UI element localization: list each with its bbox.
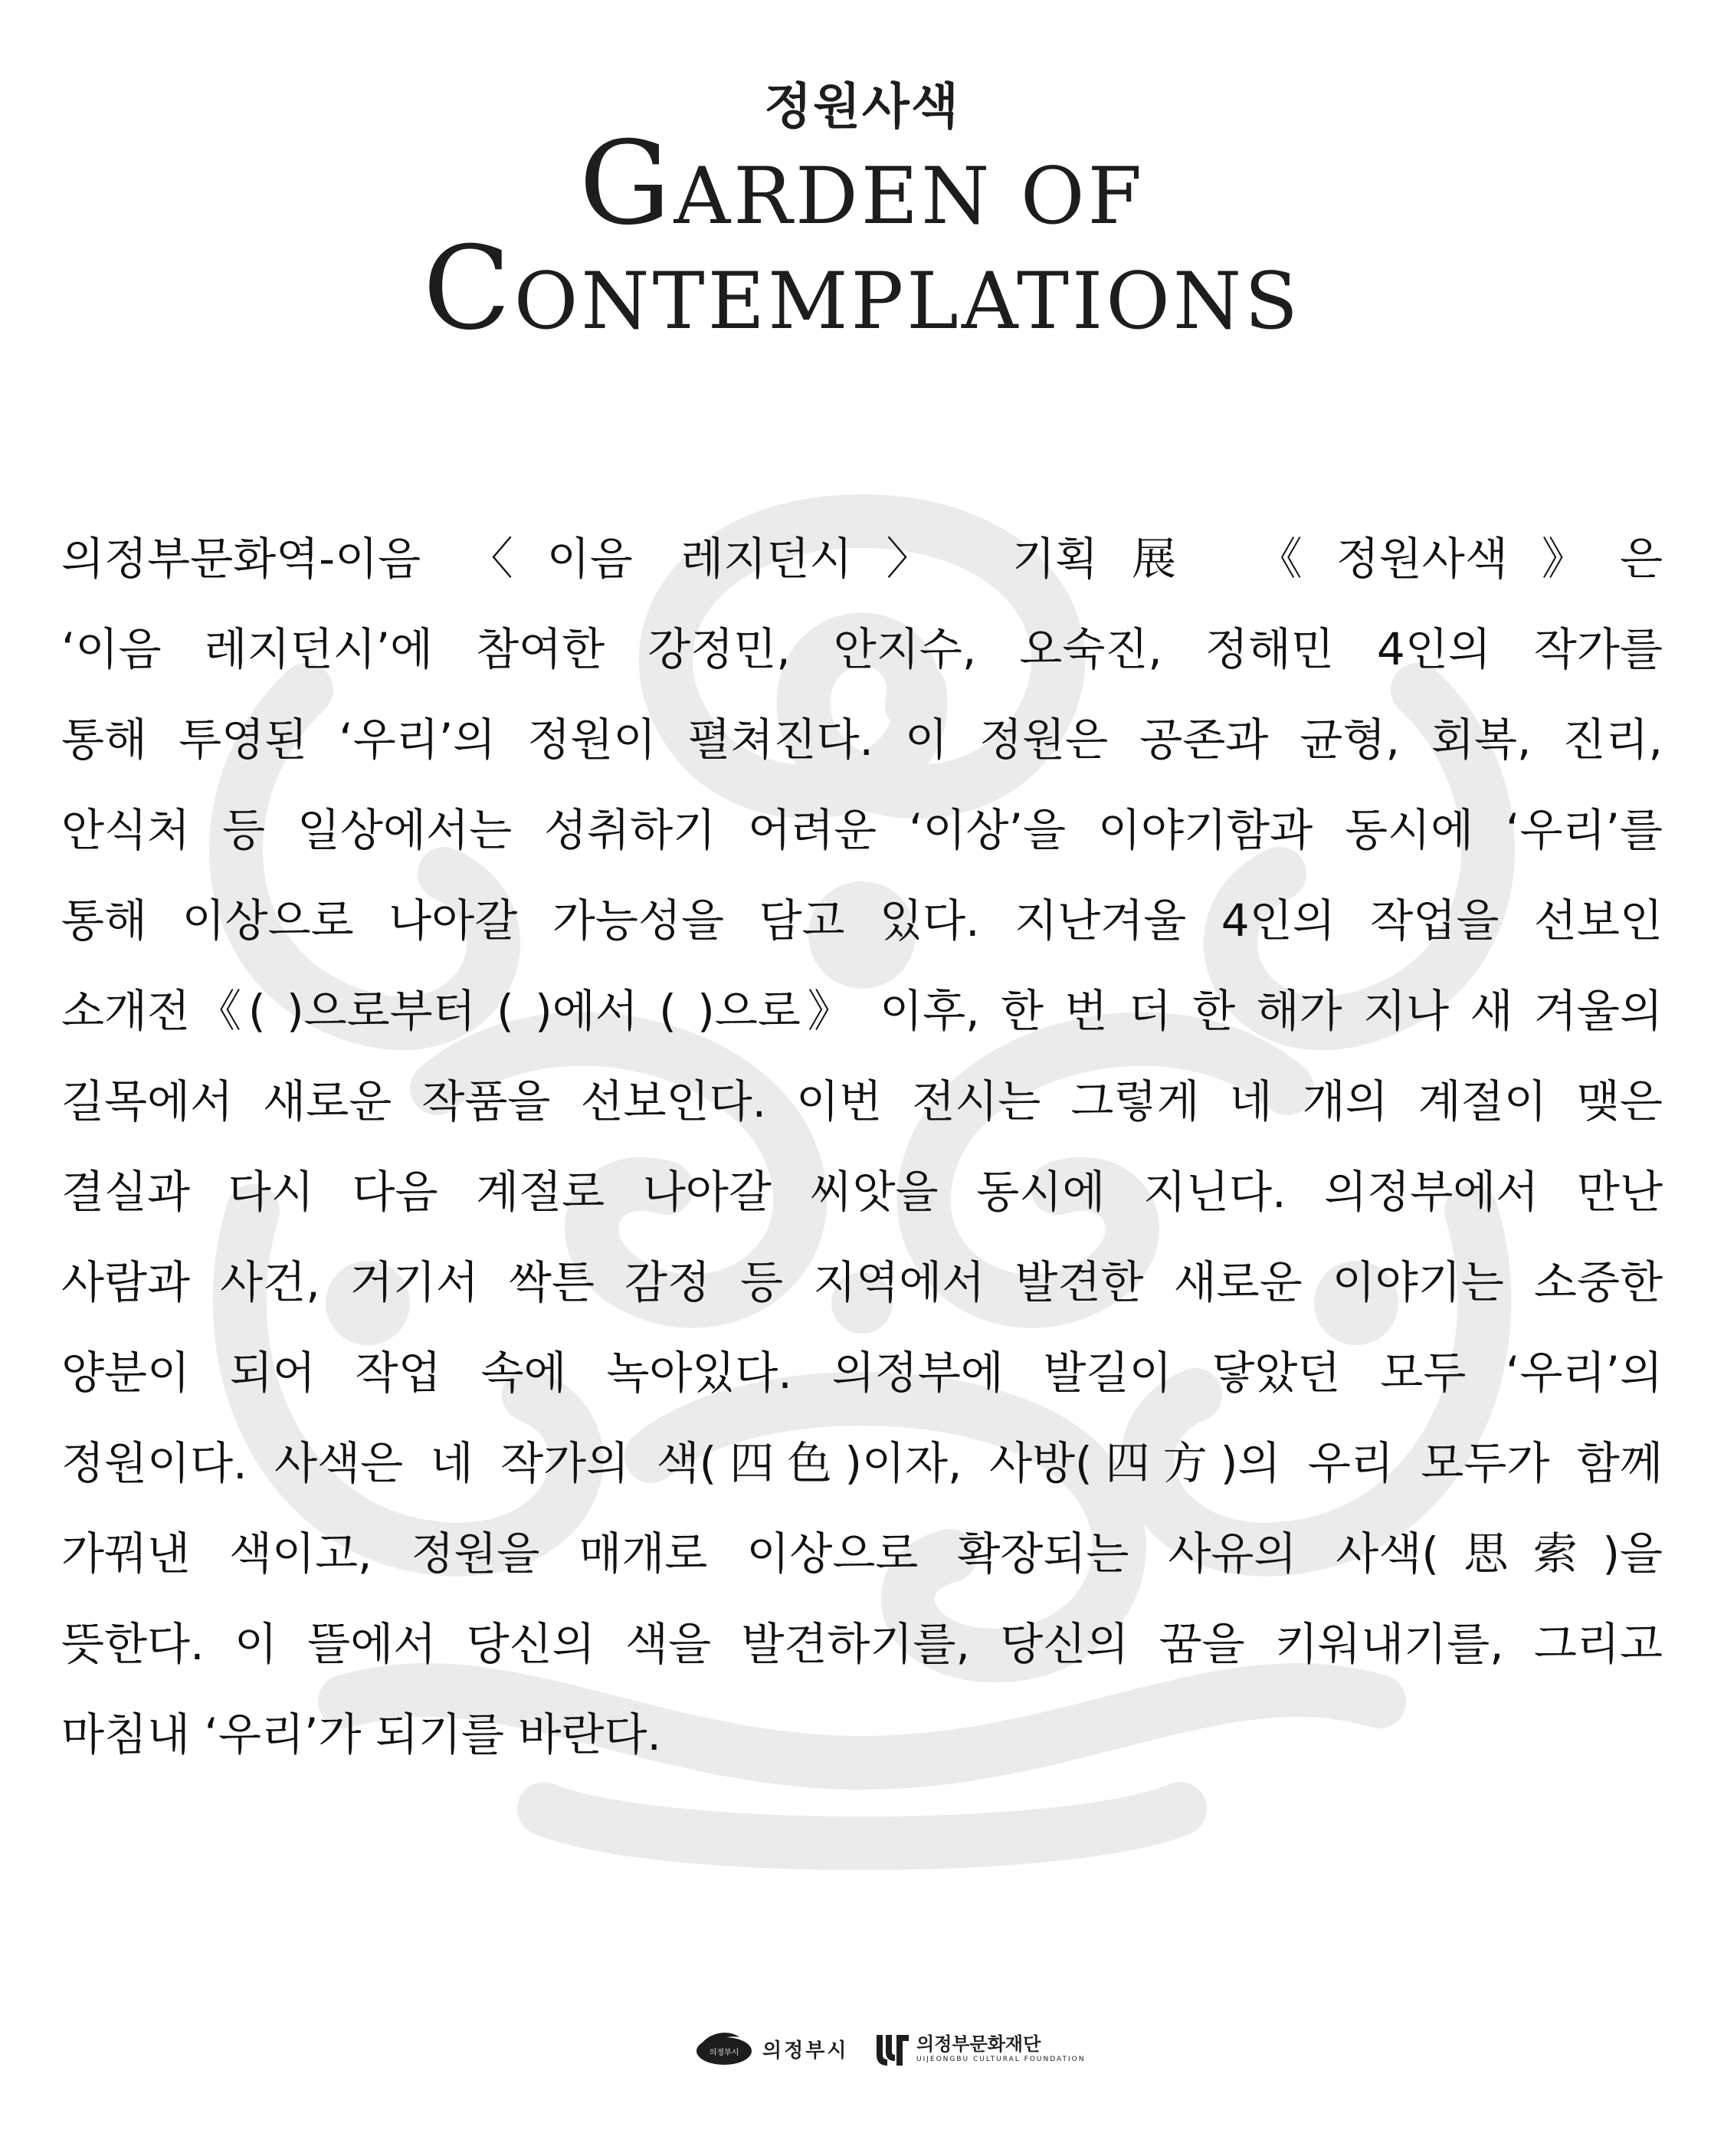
- title-rest-line-2: ONTEMPLATIONS: [513, 256, 1302, 347]
- foundation-logo-text: 의정부문화재단: [916, 2033, 1041, 2055]
- description-line: 통해 투영된 ‘우리’의 정원이 펼쳐진다. 이 정원은 공존과 균형, 회복, 진리,: [61, 714, 1663, 766]
- title-initial-g: G: [578, 117, 674, 251]
- description-line: 양분이 되어 작업 속에 녹아있다. 의정부에 발길이 닿았던 모두 ‘우리’의: [61, 1347, 1663, 1399]
- description-line: 사람과 사건, 거기서 싹튼 감정 등 지역에서 발견한 새로운 이야기는 소중한: [61, 1256, 1663, 1308]
- description-line: 결실과 다시 다음 계절로 나아갈 씨앗을 동시에 지닌다. 의정부에서 만난: [61, 1166, 1663, 1218]
- description-line: 소개전《( )으로부터 ( )에서 ( )으로》 이후, 한 번 더 한 해가 지나 새 겨울의: [61, 985, 1663, 1037]
- title-english-line-2: [0, 222, 1724, 356]
- description-line: 길목에서 새로운 작품을 선보인다. 이번 전시는 그렇게 네 개의 계절이 맺은: [61, 1075, 1663, 1127]
- city-logo: [693, 2026, 848, 2072]
- title-initial-c: C: [422, 222, 514, 356]
- description-line: 통해 이상으로 나아갈 가능성을 담고 있다. 지난겨울 4인의 작업을 선보인: [61, 894, 1663, 947]
- description-line: 뜻한다. 이 뜰에서 당신의 색을 발견하기를, 당신의 꿈을 키워내기를, 그리고: [61, 1618, 1663, 1670]
- description-line: 안식처 등 일상에서는 성취하기 어려운 ‘이상’을 이야기함과 동시에 ‘우리’를: [61, 804, 1663, 856]
- footer-logos: [0, 2020, 1724, 2081]
- foundation-logo-subtext: UIJEONGBU CULTURAL FOUNDATION: [916, 2056, 1086, 2063]
- title-english-line-1: [0, 117, 1724, 251]
- description-line: 정원이다. 사색은 네 작가의 색(四色)이자, 사방(四方)의 우리 모두가 함께: [61, 1437, 1663, 1489]
- title-block: [0, 77, 1724, 356]
- foundation-logo: [873, 2023, 1085, 2075]
- description-line: ‘이음 레지던시’에 참여한 강정민, 안지수, 오숙진, 정해민 4인의 작가를: [61, 623, 1663, 675]
- description-line: 가꿔낸 색이고, 정원을 매개로 이상으로 확장되는 사유의 사색(思索)을: [61, 1528, 1663, 1580]
- description-line: 마침내 ‘우리’가 되기를 바란다.: [61, 1708, 661, 1761]
- title-rest-line-1: ARDEN OF: [674, 151, 1146, 242]
- uijeongbu-foundation-mark-icon: [873, 2032, 912, 2066]
- city-logo-text: 의정부시: [762, 2039, 849, 2062]
- city-emblem-text: 의정부시: [709, 2049, 739, 2057]
- description-line: 의정부문화역-이음 〈이음 레지던시〉 기획展 《정원사색》은: [61, 533, 1663, 585]
- uijeongbu-city-emblem-icon: [693, 2030, 755, 2068]
- title-korean: 정원사색: [764, 79, 960, 136]
- exhibition-description: [61, 514, 1663, 1780]
